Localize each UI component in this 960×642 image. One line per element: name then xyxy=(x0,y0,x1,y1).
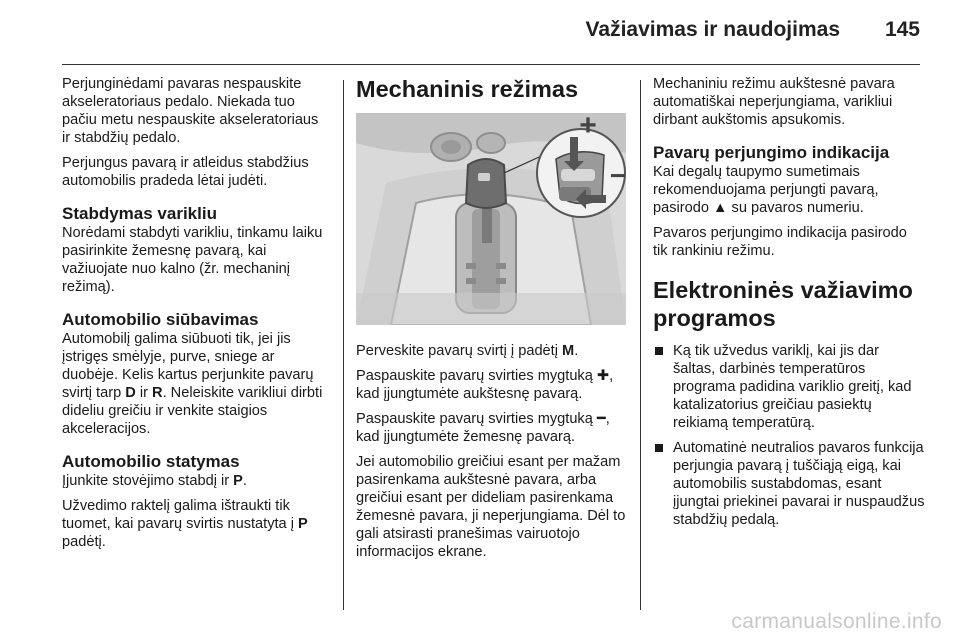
upshift-triangle-icon: ▲ xyxy=(713,200,728,216)
text-run: Įjunkite stovėjimo stabdį ir xyxy=(62,473,234,489)
heading-rocking: Automobilio siūbavimas xyxy=(62,310,259,329)
text-run: . xyxy=(242,473,247,489)
paragraph: Norėdami stabdyti varikliu, tinkamu laiku pasirinkite žemesnę pavarą, kai važiuojate nuo kalno (žr. mechaninį režimą). xyxy=(62,225,323,295)
bullet-square-icon xyxy=(655,347,663,355)
text-run: Kai degalų taupymo sumetimais rekomenduojama perjungti pavarą, pasirodo xyxy=(653,164,879,216)
minus-symbol: − xyxy=(609,160,626,191)
paragraph xyxy=(356,367,628,403)
text-run: , kad įjungtumėte aukštesnę pavarą. xyxy=(356,368,614,402)
list-item-text: Automatinė neutralios pavaros funkcija perjungia pavarą į tuščiąją eigą, kai automobilis sustabdomas, esant įjungtai priekinei pavarai ir nuspaudžus stabdžių pedalą. xyxy=(673,440,925,528)
watermark: carmanualsonline.info xyxy=(731,610,942,633)
list-item-text: Ką tik užvedus variklį, kai jis dar šaltas, darbinės temperatūros programa padidina variklio greitį, kad katalizatorius greičiau pasiektų reikiamą temperatūrą. xyxy=(673,343,912,431)
list-item xyxy=(653,439,925,529)
text-run: Paspauskite pavarų svirties mygtuką xyxy=(356,411,597,427)
column-middle xyxy=(356,75,628,568)
text-run: Perveskite pavarų svirtį į padėtį xyxy=(356,343,563,359)
section-title: Važiavimas ir naudojimas xyxy=(585,18,840,41)
column-left xyxy=(62,75,330,558)
heading-engine-braking: Stabdymas varikliu xyxy=(62,204,217,223)
bullet-square-icon xyxy=(655,444,663,452)
column-divider xyxy=(343,80,344,610)
gear-d: D xyxy=(125,385,136,401)
list-item xyxy=(653,342,925,432)
heading-manual-mode: Mechaninis režimas xyxy=(356,76,579,102)
paragraph: Perjungus pavarą ir atleidus stabdžius automobilis pradeda lėtai judėti. xyxy=(62,155,309,189)
paragraph xyxy=(62,472,330,490)
gear-lever-illustration xyxy=(356,113,626,325)
plus-icon: ✚ xyxy=(596,368,610,384)
gear-p: P xyxy=(298,516,308,532)
paragraph xyxy=(356,342,628,360)
gear-p: P xyxy=(233,473,243,489)
page-number: 145 xyxy=(884,18,920,41)
minus-icon: ━ xyxy=(596,411,606,427)
column-divider xyxy=(640,80,641,610)
paragraph xyxy=(62,330,330,438)
text-run: Užvedimo raktelį galima ištraukti tik tuomet, kai pavarų svirtis nustatyta į xyxy=(62,498,299,532)
text-run: . Neleiskite varikliui dirbti dideliu greičiu ir venkite staigios akceleracijos. xyxy=(62,385,323,437)
text-run: Paspauskite pavarų svirties mygtuką xyxy=(356,368,597,384)
text-run: Automobilį galima siūbuoti tik, jei jis įstrigęs smėlyje, purve, sniege ar duobėje. Kelis kartus perjunkite pavarų svirtį tarp xyxy=(62,331,314,401)
paragraph: Perjunginėdami pavaras nespauskite akseleratoriaus pedalo. Niekada tuo pačiu metu nespauskite akseleratoriaus ir stabdžių pedalo. xyxy=(62,76,319,146)
column-right xyxy=(653,75,925,536)
paragraph xyxy=(62,497,330,551)
heading-shift-indication: Pavarų perjungimo indikacija xyxy=(653,143,890,162)
heading-electronic-programs: Elektroninės važiavimo programos xyxy=(653,277,913,331)
paragraph: Mechaniniu režimu aukštesnė pavara automatiškai neperjungiama, varikliui dirbant aukštomis apsukomis. xyxy=(653,76,895,128)
paragraph xyxy=(356,410,628,446)
text-run: , kad įjungtumėte žemesnę pavarą. xyxy=(356,411,610,445)
text-run: ir xyxy=(135,385,153,401)
plus-symbol: + xyxy=(579,113,597,142)
gear-r: R xyxy=(152,385,163,401)
page-header xyxy=(62,0,920,65)
text-run: . xyxy=(574,343,579,359)
paragraph xyxy=(653,163,925,217)
text-run: su pavaros numeriu. xyxy=(727,200,864,216)
paragraph: Pavaros perjungimo indikacija pasirodo tik rankiniu režimu. xyxy=(653,225,907,259)
gear-m: M xyxy=(562,343,575,359)
heading-parking: Automobilio statymas xyxy=(62,452,240,471)
bullet-list xyxy=(653,342,925,529)
paragraph: Jei automobilio greičiui esant per mažam pasirenkama aukštesnė pavara, arba greičiui esant per dideliam pasirenkama žemesnė pavara, ji neperjungiama. Dėl to gali atsirasti pranešimas vairuotojo informacijos ekrane. xyxy=(356,454,626,560)
text-run: padėtį. xyxy=(62,534,106,550)
